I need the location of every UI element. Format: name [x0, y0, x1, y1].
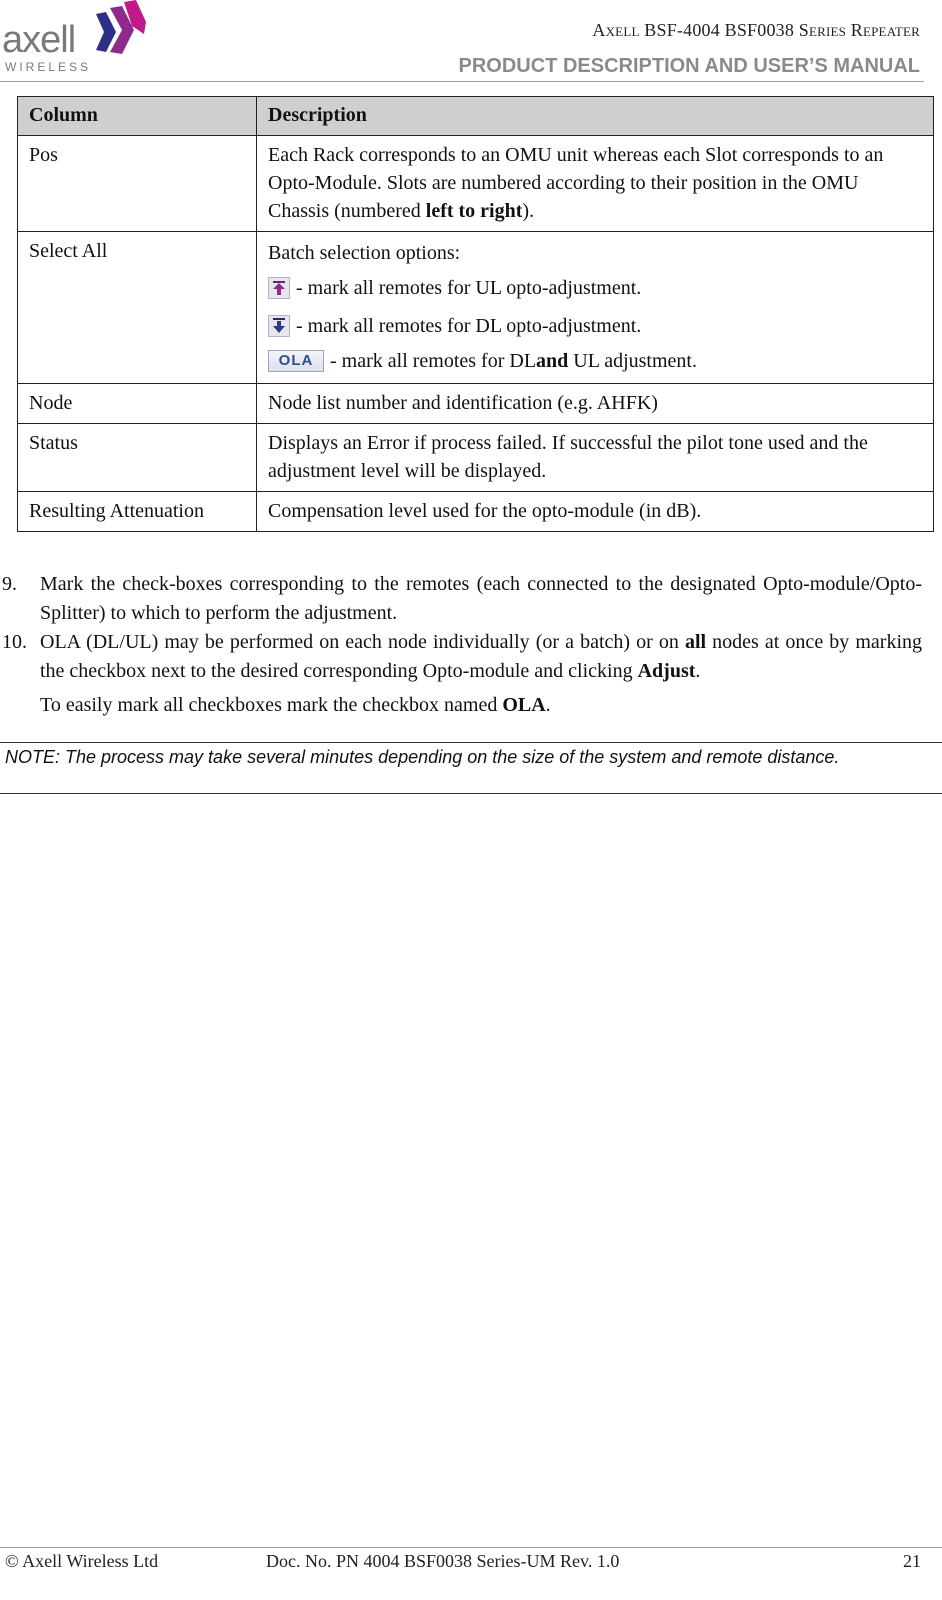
footer-divider — [0, 1547, 942, 1548]
table-row — [18, 384, 934, 424]
row-description: Node list number and identification (e.g. AHFK) — [257, 384, 934, 424]
row-description: Compensation level used for the opto-module (in dB). — [257, 492, 934, 532]
axell-chevron-logo-icon — [88, 0, 150, 58]
table-header-row — [18, 97, 934, 136]
logo-word: axell — [2, 19, 76, 61]
table-row — [18, 232, 934, 384]
description-header: Description — [257, 97, 934, 136]
header-product-title: Axell BSF-4004 BSF0038 Series Repeater — [592, 20, 920, 40]
column-description-table — [17, 96, 934, 532]
row-description: Each Rack corresponds to an OMU unit whereas each Slot corresponds to an Opto-Module. Slots are numbered according to their position in the OMU Chassis (numbered left to right). — [257, 136, 934, 232]
step-10 — [2, 628, 928, 686]
down-arrow-icon — [268, 315, 290, 337]
note-box — [0, 742, 942, 794]
footer-doc-number: Doc. No. PN 4004 BSF0038 Series-UM Rev. 1.0 — [266, 1551, 620, 1571]
option-dl: - mark all remotes for DL opto-adjustment. — [268, 307, 922, 345]
row-name: Pos — [18, 136, 257, 232]
note-text: NOTE: The process may take several minutes depending on the size of the system and remote distance. — [5, 747, 840, 767]
column-header: Column — [18, 97, 257, 136]
up-arrow-icon — [268, 277, 290, 299]
step-9 — [2, 570, 922, 628]
step-number: 10. — [2, 631, 27, 653]
table-row — [18, 136, 934, 232]
table-row — [18, 424, 934, 492]
header-divider — [0, 81, 924, 82]
batch-intro: Batch selection options: — [268, 242, 461, 264]
page-number: 21 — [903, 1551, 921, 1571]
logo-subtitle: WIRELESS — [5, 60, 92, 74]
row-name: Resulting Attenuation — [18, 492, 257, 532]
table-row — [18, 492, 934, 532]
step-number: 9. — [2, 573, 17, 595]
row-description: Displays an Error if process failed. If successful the pilot tone used and the adjustment level will be displayed. — [257, 424, 934, 492]
axell-logo — [2, 0, 152, 78]
footer-copyright: © Axell Wireless Ltd — [5, 1551, 159, 1571]
option-dl-and-ul: OLA - mark all remotes for DL and UL adjustment. — [268, 345, 922, 377]
step-10-subtext: To easily mark all checkboxes mark the checkbox named OLA. — [40, 694, 551, 716]
row-description — [257, 232, 934, 384]
row-name: Select All — [18, 232, 257, 384]
step-text: Mark the check-boxes corresponding to the remotes (each connected to the designated Opto-module/Opto-Splitter) to which to perform the adjustment. — [40, 573, 922, 624]
procedure-steps — [2, 570, 928, 720]
step-text: OLA (DL/UL) may be performed on each node individually (or a batch) or on all nodes at once by marking the checkbox next to the desired corresponding Opto-module and clicking Adjust. — [40, 631, 928, 682]
header-manual-title: PRODUCT DESCRIPTION AND USER’S MANUAL — [458, 55, 920, 77]
row-name: Status — [18, 424, 257, 492]
row-name: Node — [18, 384, 257, 424]
option-ul: - mark all remotes for UL opto-adjustment. — [268, 269, 922, 307]
ola-icon: OLA — [268, 350, 324, 372]
